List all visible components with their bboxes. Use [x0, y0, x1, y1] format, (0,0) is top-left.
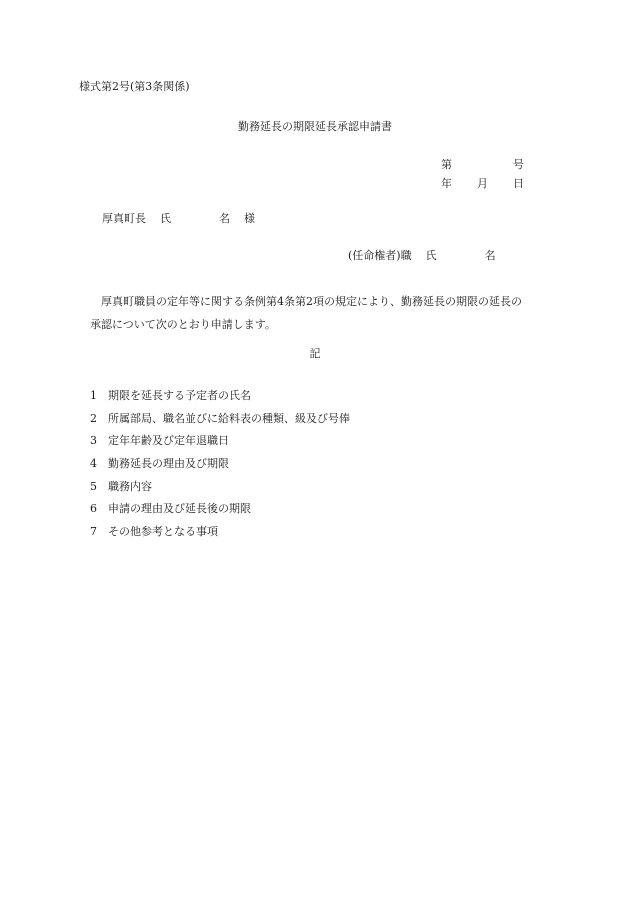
- number-date-block: [441, 155, 524, 193]
- date-row: [441, 174, 524, 193]
- item-number: 3: [90, 434, 97, 448]
- item-label: その他参考となる事項: [108, 525, 218, 539]
- body-paragraph: [79, 290, 559, 336]
- addressee-prefix: 厚真町長: [102, 212, 146, 225]
- applicant-line: [348, 250, 496, 261]
- addressee-shi: 氏: [160, 212, 171, 225]
- form-number: 様式第2号(第3条関係): [79, 80, 190, 93]
- item-label: 申請の理由及び延長後の期限: [108, 502, 251, 516]
- list-item: [90, 503, 350, 526]
- addressee-honorific: 様: [244, 212, 255, 225]
- list-item: [90, 481, 350, 504]
- list-item: [90, 526, 350, 549]
- list-item: [90, 458, 350, 481]
- addressee-mei: 名: [219, 212, 230, 225]
- item-label: 期限を延長する予定者の氏名: [108, 389, 251, 402]
- body-line-1: 厚真町職員の定年等に関する条例第4条第2項の規定により、勤務延長の期限の延長の: [101, 295, 522, 308]
- item-number: 6: [90, 502, 97, 516]
- item-number: 7: [90, 525, 97, 539]
- addressee-line: [102, 213, 255, 224]
- item-label: 勤務延長の理由及び期限: [108, 457, 229, 471]
- item-number: 1: [90, 389, 97, 402]
- item-number: 5: [90, 479, 97, 493]
- number-go: 号: [513, 158, 524, 171]
- item-label: 所属部局、職名並びに給料表の種類、級及び号俸: [108, 411, 350, 425]
- item-list: [90, 390, 350, 549]
- document-number-row: [441, 155, 524, 174]
- applicant-label: (任命権者)職: [348, 249, 412, 262]
- number-dai: 第: [441, 158, 452, 171]
- list-item: [90, 435, 350, 458]
- date-day: 日: [513, 177, 524, 190]
- list-item: [90, 413, 350, 436]
- list-item: [90, 390, 350, 413]
- date-month: 月: [477, 177, 488, 190]
- document-title: 勤務延長の期限延長承認申請書: [238, 120, 392, 133]
- body-line-2: 承認について次のとおり申請します。: [90, 318, 276, 331]
- item-number: 4: [90, 457, 97, 471]
- applicant-shi: 氏: [425, 249, 437, 262]
- item-label: 職務内容: [108, 479, 152, 493]
- date-year: 年: [441, 177, 452, 190]
- item-number: 2: [90, 411, 97, 425]
- item-label: 定年年齢及び定年退職日: [108, 434, 229, 448]
- applicant-mei: 名: [484, 249, 496, 262]
- ki-heading: 記: [309, 347, 321, 360]
